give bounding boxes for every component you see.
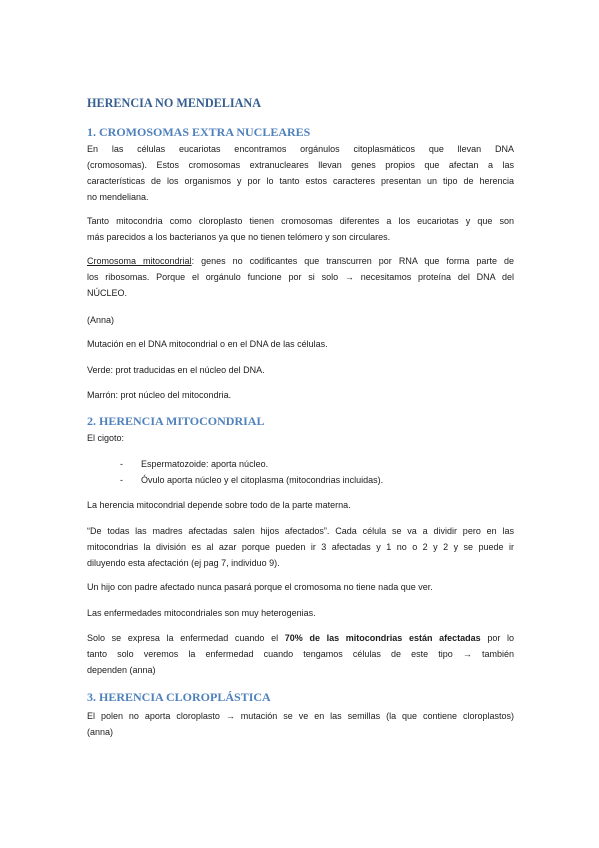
list-bullet: -	[120, 459, 123, 469]
list-bullet: -	[120, 475, 123, 485]
paragraph-line: (anna)	[87, 727, 114, 737]
paragraph-line: mitocondrias la división es al azar porque pueden ir 3 afectadas y 1 no o 2 y 2 y se puede ir	[87, 542, 514, 552]
term-definition: : genes no codificantes que transcurren por RNA que forma parte de	[191, 256, 514, 266]
bullet-list	[87, 456, 514, 488]
section-heading-1: 1. CROMOSOMAS EXTRA NUCLEARES	[87, 125, 311, 139]
paragraph-line: (cromosomas). Estos cromosomas extranucleares llevan genes propios que afectan a las	[87, 160, 514, 170]
paragraph-cigoto: El cigoto:	[87, 433, 125, 443]
paragraph-line: dependen (anna)	[87, 665, 156, 675]
paragraph-mutacion: Mutación en el DNA mitocondrial o en el DNA de las células.	[87, 339, 328, 349]
bold-text: 70% de las mitocondrias están afectadas	[284, 633, 481, 643]
paragraph-line: tanto solo veremos la enfermedad cuando tengamos células de este tipo → también	[87, 649, 514, 659]
paragraph-line: los ribosomas. Porque el orgánulo funcione por si solo → necesitamos proteína del DNA del	[87, 272, 514, 282]
section-heading-2: 2. HERENCIA MITOCONDRIAL	[87, 414, 265, 428]
text-run: Solo se expresa la enfermedad cuando el	[87, 633, 285, 643]
paragraph-madres	[87, 523, 514, 571]
section-heading-3: 3. HERENCIA CLOROPLÁSTICA	[87, 690, 271, 704]
paragraph-mitocondria-cloroplasto	[87, 213, 514, 245]
paragraph-line: diluyendo esta afectación (ej pag 7, individuo 9).	[87, 558, 280, 568]
paragraph-line	[87, 253, 514, 269]
paragraph-line: no mendeliana.	[87, 192, 149, 202]
paragraph-polen	[87, 708, 514, 740]
paragraph-verde: Verde: prot traducidas en el núcleo del DNA.	[87, 365, 265, 375]
paragraph-line: “De todas las madres afectadas salen hijos afectados”. Cada célula se va a dividir pero en las	[87, 526, 514, 536]
paragraph-line: más parecidos a los bacterianos ya que no tienen telómero y son circulares.	[87, 232, 391, 242]
paragraph-eucariotas	[87, 141, 514, 205]
list-item-text: Óvulo aporta núcleo y el citoplasma (mitocondrias incluidas).	[141, 475, 384, 485]
list-item	[87, 472, 514, 488]
paragraph-line: El polen no aporta cloroplasto → mutación se ve en las semillas (la que contiene cloroplastos)	[87, 711, 514, 721]
paragraph-heterogenias: Las enfermedades mitocondriales son muy heterogenias.	[87, 608, 316, 618]
document-title: HERENCIA NO MENDELIANA	[87, 96, 262, 110]
paragraph-materna: La herencia mitocondrial depende sobre todo de la parte materna.	[87, 500, 351, 510]
paragraph-expresa	[87, 630, 514, 678]
paragraph-hijo: Un hijo con padre afectado nunca pasará porque el cromosoma no tiene nada que ver.	[87, 582, 433, 592]
paragraph-line: En las células eucariotas encontramos orgánulos citoplasmáticos que llevan DNA	[87, 144, 514, 154]
paragraph-cromosoma-mitocondrial	[87, 253, 514, 301]
note-anna: (Anna)	[87, 315, 115, 325]
paragraph-line: NÚCLEO.	[87, 288, 128, 298]
paragraph-line: características de los organismos y por lo tanto estos caracteres presentan un tipo de herencia	[87, 176, 514, 186]
list-item	[87, 456, 514, 472]
paragraph-line: Tanto mitocondria como cloroplasto tienen cromosomas diferentes a los eucariotas y que son	[87, 216, 514, 226]
paragraph-line	[87, 630, 514, 646]
paragraph-marron: Marrón: prot núcleo del mitocondria.	[87, 390, 232, 400]
underlined-term: Cromosoma mitocondrial	[87, 256, 192, 266]
text-run: por lo	[480, 633, 514, 643]
list-item-text: Espermatozoide: aporta núcleo.	[141, 459, 269, 469]
